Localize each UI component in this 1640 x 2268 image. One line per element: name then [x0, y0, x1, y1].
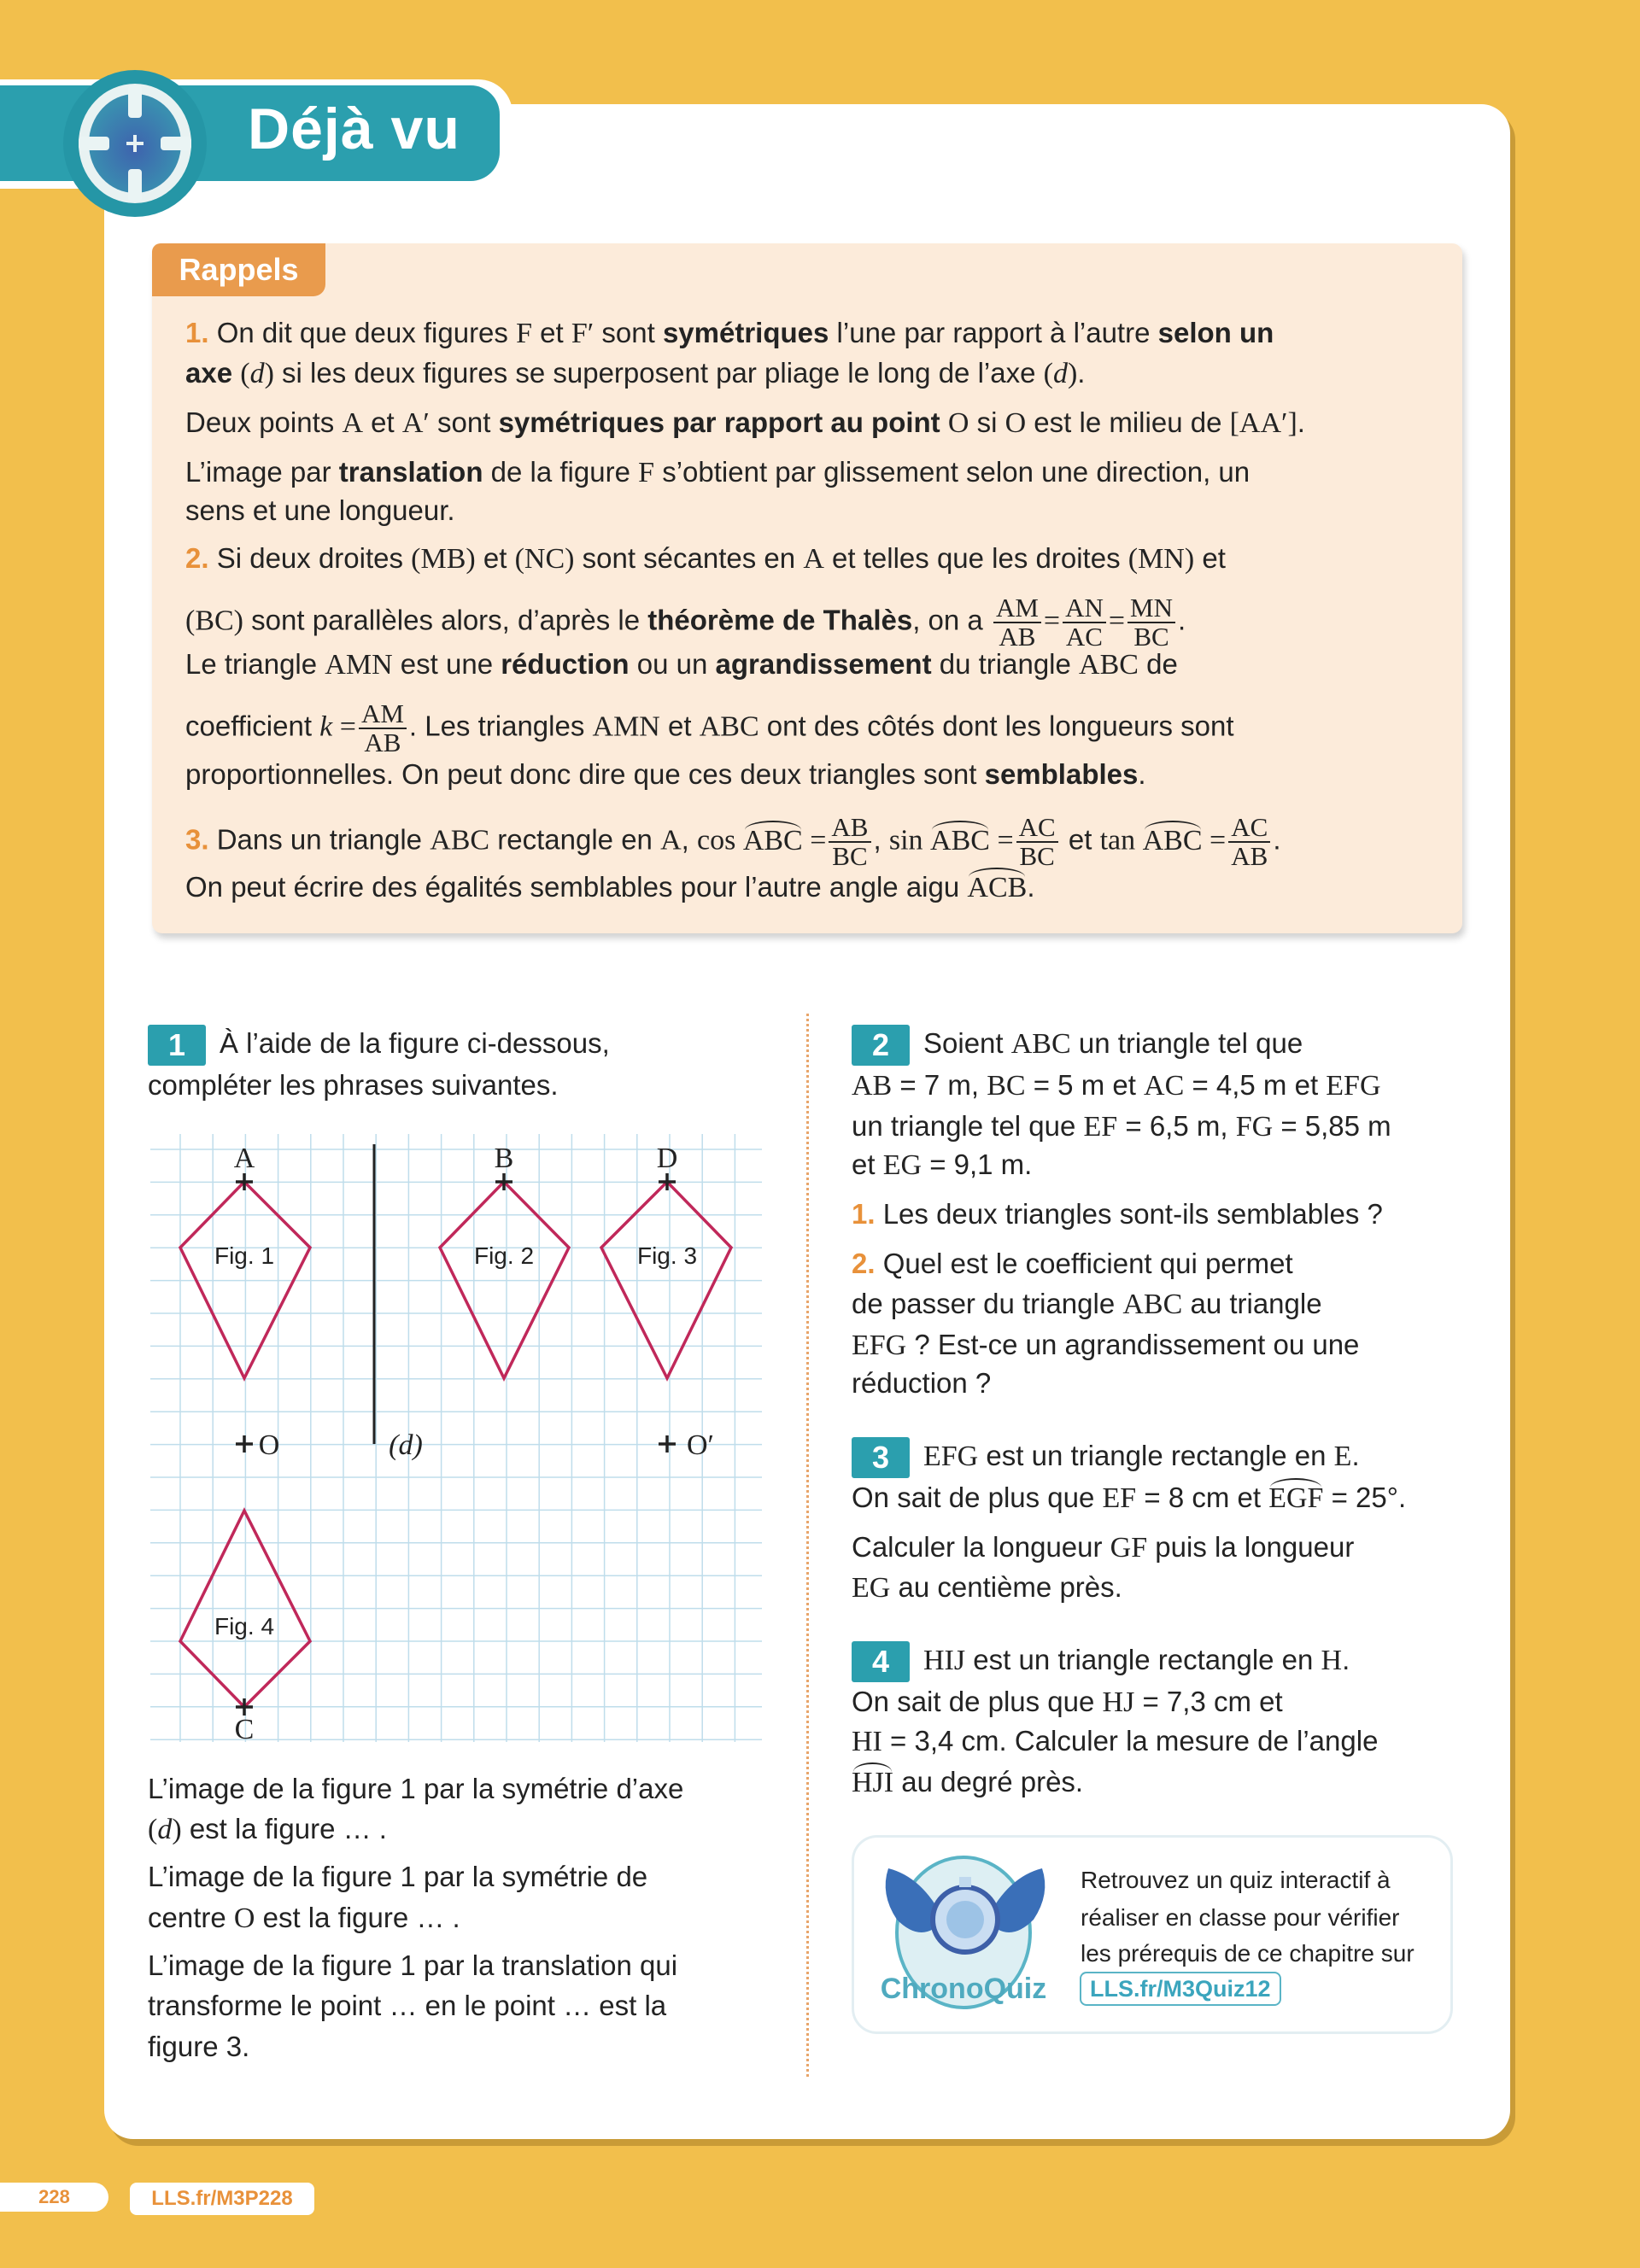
text-segment: tan [1099, 824, 1143, 856]
angle: EGF [1268, 1480, 1323, 1517]
text-segment: ? Est-ce un agrandissement ou une [906, 1329, 1360, 1360]
text-segment: E [1333, 1441, 1352, 1472]
text-segment: A [803, 543, 824, 575]
angle: ABC [743, 822, 803, 860]
text-segment: EFG [852, 1330, 907, 1361]
text-segment: À l’aide de la figure ci-dessous, [220, 1027, 610, 1059]
text-segment: sens et une longueur. [185, 494, 455, 526]
text-segment: de la figure [483, 456, 639, 488]
exercise-2-line [852, 1067, 1381, 1105]
text-segment: agrandissement [715, 648, 932, 680]
text-segment: ) [172, 1814, 182, 1845]
rappels-line [185, 814, 1280, 870]
denominator: BC [1133, 622, 1169, 652]
text-segment: (MN) [1128, 543, 1195, 575]
label-o-prime: O′ [687, 1429, 714, 1461]
rappels-line [185, 404, 1305, 442]
text-segment: On dit que deux figures [208, 317, 517, 348]
text-segment: d [1052, 358, 1068, 389]
page-number: 228 [0, 2183, 108, 2212]
text-segment: = [1108, 605, 1126, 637]
text-segment: . [1297, 406, 1305, 438]
text-segment: au triangle [1182, 1288, 1322, 1319]
text-segment: si [969, 406, 1005, 438]
text-segment: , [681, 823, 697, 856]
text-segment: (NC) [514, 543, 575, 575]
rappels-line [185, 594, 1186, 651]
text-segment: HIJ [923, 1645, 966, 1676]
exercise-1-statement [148, 1025, 610, 1066]
text-segment: cos [696, 824, 743, 856]
text-segment: s’obtient par glissement selon une direction, un [654, 456, 1250, 488]
figure-3-label: Fig. 3 [636, 1242, 698, 1269]
text-segment: . [1077, 357, 1086, 389]
item-number: 3. [185, 823, 209, 856]
text-segment: k [319, 710, 333, 743]
text-segment: sont [594, 317, 663, 348]
grid-paper [149, 1134, 762, 1742]
text-segment: L’image de la figure 1 par la translation qui [148, 1949, 678, 1981]
text-segment: du triangle [931, 648, 1080, 680]
text-segment: et [1060, 823, 1100, 856]
text-segment: coefficient [185, 710, 320, 742]
text-segment: H [1321, 1645, 1343, 1676]
text-segment: = [989, 824, 1014, 856]
text-segment: et telles que les droites [823, 542, 1128, 574]
text-segment: HJ [1102, 1686, 1135, 1718]
text-segment: l’une par rapport à l’autre [829, 317, 1158, 348]
text-segment: ABC [1122, 1289, 1183, 1320]
item-number: 2. [852, 1248, 876, 1279]
text-segment: un triangle tel que [852, 1110, 1084, 1142]
text-segment: . Les triangles [408, 710, 593, 742]
text-segment: Deux points [185, 406, 343, 438]
rappels-line [185, 646, 1178, 684]
text-segment: , [873, 823, 889, 856]
exercise-1-sentence [148, 1947, 677, 1984]
text-segment: et [659, 710, 700, 742]
exercise-1-sentence [148, 1899, 460, 1938]
label-c: C [234, 1714, 255, 1742]
point-o-prime-cross [659, 1435, 676, 1453]
exercise-2-line [852, 1025, 1303, 1066]
text-segment: théorème de Thalès [647, 604, 913, 636]
text-segment: A [342, 407, 363, 439]
text-segment: et [1194, 542, 1226, 574]
rappels-line [185, 868, 1034, 907]
text-segment: . [1342, 1644, 1350, 1675]
label-axis-d: (d) [389, 1429, 423, 1461]
exercise-3-line [852, 1529, 1354, 1567]
exercise-1-figure [149, 1131, 764, 1742]
exercise-1-sentence [148, 1858, 647, 1896]
exercise-1-sentence [148, 2028, 249, 2066]
exercise-number-badge: 4 [852, 1641, 910, 1682]
figure-4-label: Fig. 4 [214, 1613, 275, 1640]
text-segment: sont sécantes en [574, 542, 804, 574]
text-segment: transforme le point … en le point … est la [148, 1990, 667, 2021]
text-segment: AMN [592, 710, 660, 743]
exercise-2-line [852, 1245, 1293, 1283]
exercise-2-line [852, 1108, 1391, 1146]
fraction [1063, 594, 1106, 651]
exercise-4-line [852, 1683, 1283, 1721]
text-segment: puis la longueur [1147, 1531, 1355, 1563]
exercise-1-sentence [148, 1770, 683, 1808]
text-segment: est un triangle rectangle en [965, 1644, 1321, 1675]
numerator: AC [1228, 814, 1270, 843]
exercise-3-line [852, 1479, 1406, 1517]
text-segment: L’image par [185, 456, 339, 488]
label-b: B [494, 1143, 514, 1174]
label-d: D [656, 1143, 678, 1174]
rappels-line [185, 700, 1234, 757]
text-segment: d [157, 1814, 173, 1845]
text-segment: Si deux droites [208, 542, 412, 574]
fraction [359, 700, 407, 757]
exercise-2-line [852, 1146, 1032, 1184]
denominator: AC [1065, 622, 1103, 652]
text-segment: = 25°. [1323, 1482, 1407, 1513]
exercise-1-sentence [148, 1987, 666, 2025]
text-segment: On peut écrire des égalités semblables pour l’autre angle aigu [185, 871, 968, 903]
text-segment: AC [1144, 1070, 1185, 1102]
text-segment: symétriques par rapport au point [498, 406, 940, 438]
text-segment: d [249, 358, 265, 389]
text-segment: est la figure … . [255, 1902, 460, 1933]
text-segment: symétriques [662, 317, 829, 348]
exercise-4-line [852, 1722, 1378, 1761]
text-segment: = [1043, 605, 1061, 637]
text-segment: O [233, 1903, 255, 1934]
exercise-1-sentence [148, 1810, 387, 1849]
text-segment: axe [185, 357, 233, 389]
text-segment: au degré près. [893, 1766, 1084, 1797]
text-segment: ou un [629, 648, 716, 680]
text-segment: réduction ? [852, 1367, 992, 1399]
numerator: AB [829, 814, 870, 843]
text-segment: EG [882, 1149, 922, 1181]
text-segment: ABC [1079, 649, 1139, 681]
exercise-2-line [852, 1326, 1359, 1365]
numerator: AC [1016, 814, 1058, 843]
text-segment: compléter les phrases suivantes. [148, 1069, 559, 1101]
text-segment: = 9,1 m. [922, 1149, 1033, 1180]
text-segment: FG [1235, 1111, 1274, 1143]
point-o-cross [236, 1435, 253, 1453]
text-segment: HI [852, 1726, 882, 1757]
text-segment: centre [148, 1902, 234, 1933]
text-segment: A [660, 824, 682, 856]
text-segment: F [516, 318, 533, 349]
text-segment: = [332, 710, 356, 743]
text-segment: A′ [401, 407, 430, 439]
text-segment: F [638, 457, 655, 488]
text-segment: si les deux figures se superposent par pliage le long de l’axe [273, 357, 1044, 389]
text-segment: AB [852, 1070, 893, 1102]
text-segment: Soient [923, 1027, 1011, 1059]
text-segment: au centième près. [890, 1571, 1122, 1603]
label-o: O [258, 1429, 280, 1461]
text-segment: ont des côtés dont les longueurs sont [758, 710, 1234, 742]
item-number: 2. [185, 542, 209, 574]
text-segment: (BC) [185, 605, 243, 637]
text-segment: EG [852, 1572, 891, 1604]
text-segment: . [1138, 758, 1146, 790]
text-segment: EF [1083, 1111, 1118, 1143]
text-segment: ( [240, 358, 250, 389]
rappels-tab: Rappels [152, 243, 325, 296]
text-segment: Dans un triangle [208, 823, 430, 856]
text-segment: AMN [325, 649, 393, 681]
text-segment: , on a [912, 604, 991, 636]
text-segment: ( [148, 1814, 158, 1845]
text-segment: sont parallèles alors, d’après le [243, 604, 648, 636]
fraction [829, 814, 870, 870]
text-segment: On sait de plus que [852, 1482, 1103, 1513]
exercise-4-line [852, 1641, 1350, 1682]
text-segment: proportionnelles. On peut donc dire que ces deux triangles sont [185, 758, 985, 790]
text-segment: est le milieu de [1026, 406, 1230, 438]
chronoquiz-logo-text: ChronoQuiz [880, 1973, 1047, 2005]
fraction [1016, 814, 1058, 870]
angle: ACB [967, 869, 1027, 907]
page-link[interactable]: LLS.fr/M3P228 [130, 2183, 314, 2215]
text-segment: est un triangle rectangle en [978, 1440, 1334, 1471]
chronoquiz-text: Retrouvez un quiz interactif à [1081, 1867, 1391, 1893]
text-segment: ) [264, 358, 274, 389]
numerator: AM [993, 594, 1041, 623]
text-segment: EF [1102, 1482, 1137, 1514]
rappels-line [185, 314, 1274, 353]
figure-1-label: Fig. 1 [214, 1242, 275, 1269]
text-segment: EFG [1326, 1070, 1381, 1102]
column-divider [806, 1014, 809, 2077]
exercise-2-line [852, 1285, 1322, 1324]
fraction [1128, 594, 1175, 651]
exercise-number-badge: 2 [852, 1025, 910, 1066]
denominator: BC [1019, 841, 1055, 871]
text-segment: BC [987, 1070, 1026, 1102]
text-segment: sont [429, 406, 499, 438]
numerator: AN [1063, 594, 1106, 623]
fraction [1228, 814, 1270, 870]
rappels-line [185, 453, 1250, 492]
text-segment: . [1273, 823, 1281, 856]
denominator: AB [364, 728, 401, 757]
text-segment: figure 3. [148, 2031, 250, 2062]
text-segment: L’image de la figure 1 par la symétrie d’axe [148, 1773, 684, 1804]
text-segment: (MB) [411, 543, 476, 575]
text-segment: ABC [430, 824, 490, 856]
text-segment: O [1004, 407, 1027, 439]
text-segment: = 3,4 cm. Calculer la mesure de l’angle [882, 1725, 1379, 1757]
item-number: 1. [185, 317, 209, 348]
text-segment: rectangle en [489, 823, 661, 856]
text-segment: = 5 m et [1025, 1069, 1145, 1101]
denominator: AB [999, 622, 1036, 652]
exercise-3-line [852, 1569, 1122, 1607]
text-segment: ( [1043, 358, 1053, 389]
text-segment: O [947, 407, 969, 439]
text-segment: ABC [699, 710, 759, 743]
exercise-3-line [852, 1437, 1360, 1478]
text-segment: . [1178, 604, 1186, 636]
text-segment: sin [888, 824, 931, 856]
angle: HJI [852, 1764, 893, 1802]
rappels-line [185, 540, 1226, 578]
text-segment: Les deux triangles sont-ils semblables ? [875, 1198, 1383, 1230]
numerator: AM [359, 700, 407, 729]
text-segment: de passer du triangle [852, 1288, 1123, 1319]
fraction [993, 594, 1041, 651]
exercise-number-badge: 1 [148, 1025, 206, 1066]
text-segment: est la figure … . [181, 1813, 387, 1844]
rappels-line [185, 492, 455, 529]
text-segment: semblables [984, 758, 1139, 790]
text-segment: Quel est le coefficient qui permet [875, 1248, 1293, 1279]
angle: ABC [1143, 822, 1203, 860]
numerator: MN [1128, 594, 1175, 623]
angle: ABC [930, 822, 990, 860]
text-segment: et [852, 1149, 883, 1180]
text-segment: = 4,5 m et [1184, 1069, 1327, 1101]
label-a: A [233, 1143, 255, 1174]
text-segment: = 7 m, [892, 1069, 987, 1101]
rappels-line [185, 756, 1146, 793]
text-segment: réduction [501, 648, 630, 680]
item-number: 1. [852, 1198, 876, 1230]
chronoquiz-logo [863, 1851, 1068, 2014]
page-title: Déjà vu [248, 96, 460, 161]
text-segment: = 7,3 cm et [1134, 1686, 1283, 1717]
text-segment: un triangle tel que [1070, 1027, 1303, 1059]
text-segment: . [1027, 871, 1035, 903]
text-segment: = 5,85 m [1273, 1110, 1391, 1142]
text-segment: [AA′] [1229, 407, 1297, 439]
text-segment: L’image de la figure 1 par la symétrie de [148, 1861, 648, 1892]
text-segment: selon un [1157, 317, 1274, 348]
text-segment: et [475, 542, 515, 574]
exercise-number-badge: 3 [852, 1437, 910, 1478]
text-segment: ) [1067, 358, 1078, 389]
text-segment: Calculer la longueur [852, 1531, 1110, 1563]
exercise-2-line [852, 1365, 991, 1402]
text-segment: et [363, 406, 402, 438]
figure-2-label: Fig. 2 [473, 1242, 535, 1269]
text-segment: = 6,5 m, [1117, 1110, 1236, 1142]
exercise-4-line [852, 1763, 1083, 1802]
target-crosshair-icon [62, 70, 208, 217]
text-segment: = [1202, 824, 1227, 856]
text-segment: translation [338, 456, 483, 488]
text-segment: GF [1110, 1532, 1148, 1564]
text-segment: On sait de plus que [852, 1686, 1103, 1717]
text-segment: F′ [571, 318, 594, 349]
exercise-2-line [852, 1195, 1383, 1233]
chronoquiz-text: réaliser en classe pour vérifier [1081, 1904, 1400, 1931]
text-segment: de [1138, 648, 1178, 680]
text-segment [940, 406, 948, 438]
rappels-line [185, 354, 1085, 393]
chronoquiz-link[interactable]: LLS.fr/M3Quiz12 [1080, 1972, 1281, 2006]
text-segment: ABC [1010, 1028, 1071, 1060]
text-segment: = [802, 824, 827, 856]
text-segment: EFG [923, 1441, 979, 1472]
denominator: AB [1231, 841, 1268, 871]
chronoquiz-text: les prérequis de ce chapitre sur [1081, 1940, 1414, 1967]
exercise-1-statement [148, 1067, 559, 1104]
text-segment: Le triangle [185, 648, 325, 680]
text-segment: = 8 cm et [1136, 1482, 1269, 1513]
text-segment [232, 357, 240, 389]
text-segment: et [532, 317, 571, 348]
denominator: BC [832, 841, 868, 871]
text-segment: est une [392, 648, 501, 680]
text-segment: . [1351, 1440, 1360, 1471]
